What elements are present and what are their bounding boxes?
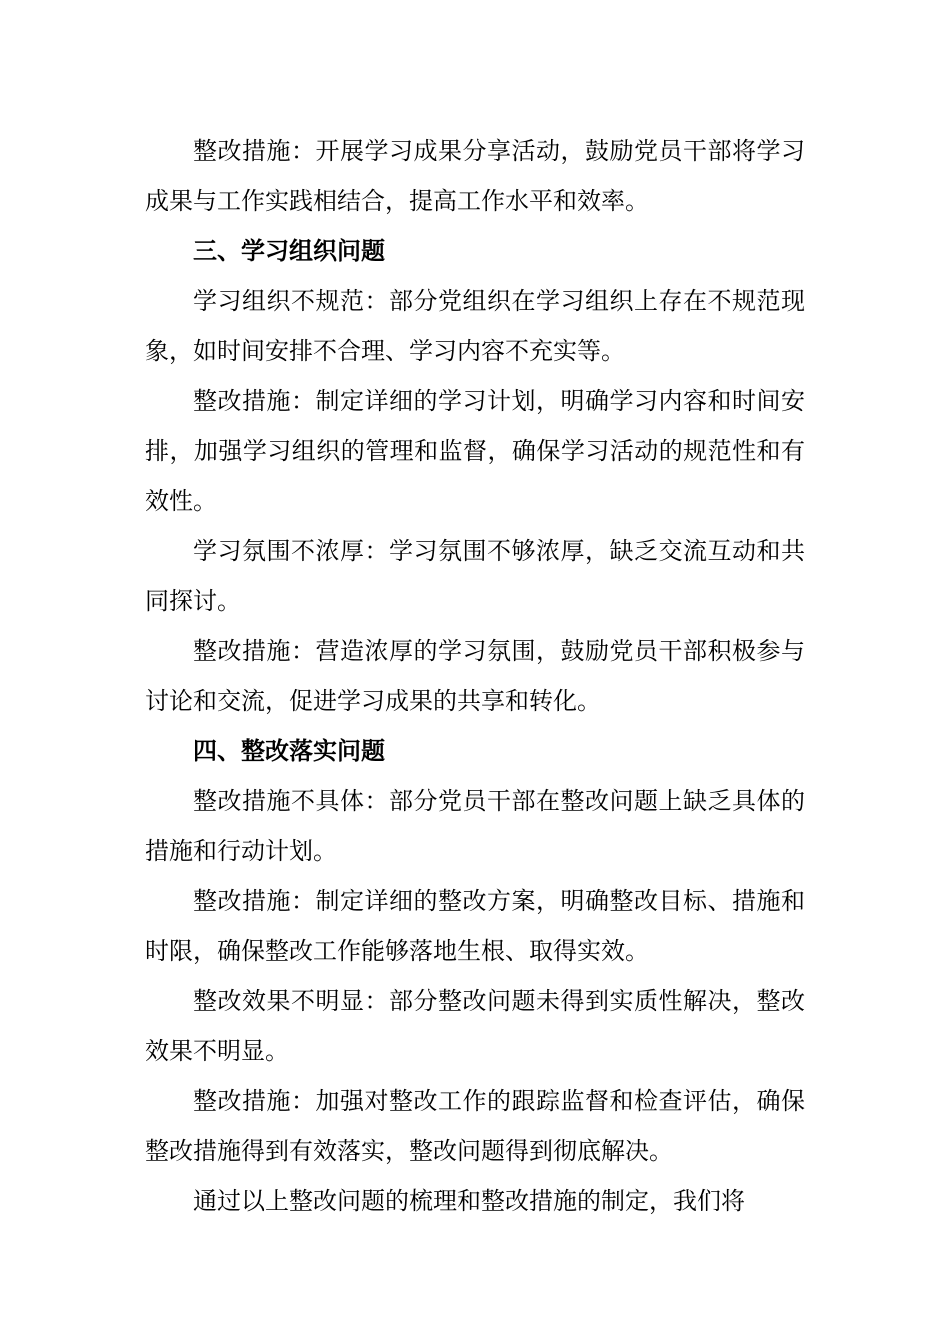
- paragraph: 学习组织不规范：部分党组织在学习组织上存在不规范现象，如时间安排不合理、学习内容不充实等。: [145, 287, 805, 365]
- document-body: [145, 126, 805, 1226]
- paragraph: 整改效果不明显：部分整改问题未得到实质性解决，整改效果不明显。: [145, 987, 805, 1065]
- section-heading: 四、整改落实问题: [193, 737, 385, 765]
- paragraph: 整改措施：制定详细的学习计划，明确学习内容和时间安排，加强学习组织的管理和监督，确保学习活动的规范性和有效性。: [145, 387, 805, 515]
- paragraph: 学习氛围不浓厚：学习氛围不够浓厚，缺乏交流互动和共同探讨。: [145, 537, 805, 615]
- section-heading: 三、学习组织问题: [193, 237, 385, 265]
- paragraph: 通过以上整改问题的梳理和整改措施的制定，我们将: [193, 1187, 745, 1215]
- paragraph: 整改措施：加强对整改工作的跟踪监督和检查评估，确保整改措施得到有效落实，整改问题得到彻底解决。: [145, 1087, 805, 1165]
- paragraph: 整改措施：营造浓厚的学习氛围，鼓励党员干部积极参与讨论和交流，促进学习成果的共享和转化。: [145, 637, 805, 715]
- paragraph: 整改措施：制定详细的整改方案，明确整改目标、措施和时限，确保整改工作能够落地生根、取得实效。: [145, 887, 805, 965]
- paragraph: 整改措施：开展学习成果分享活动，鼓励党员干部将学习成果与工作实践相结合，提高工作水平和效率。: [145, 137, 805, 215]
- paragraph: 整改措施不具体：部分党员干部在整改问题上缺乏具体的措施和行动计划。: [145, 787, 805, 865]
